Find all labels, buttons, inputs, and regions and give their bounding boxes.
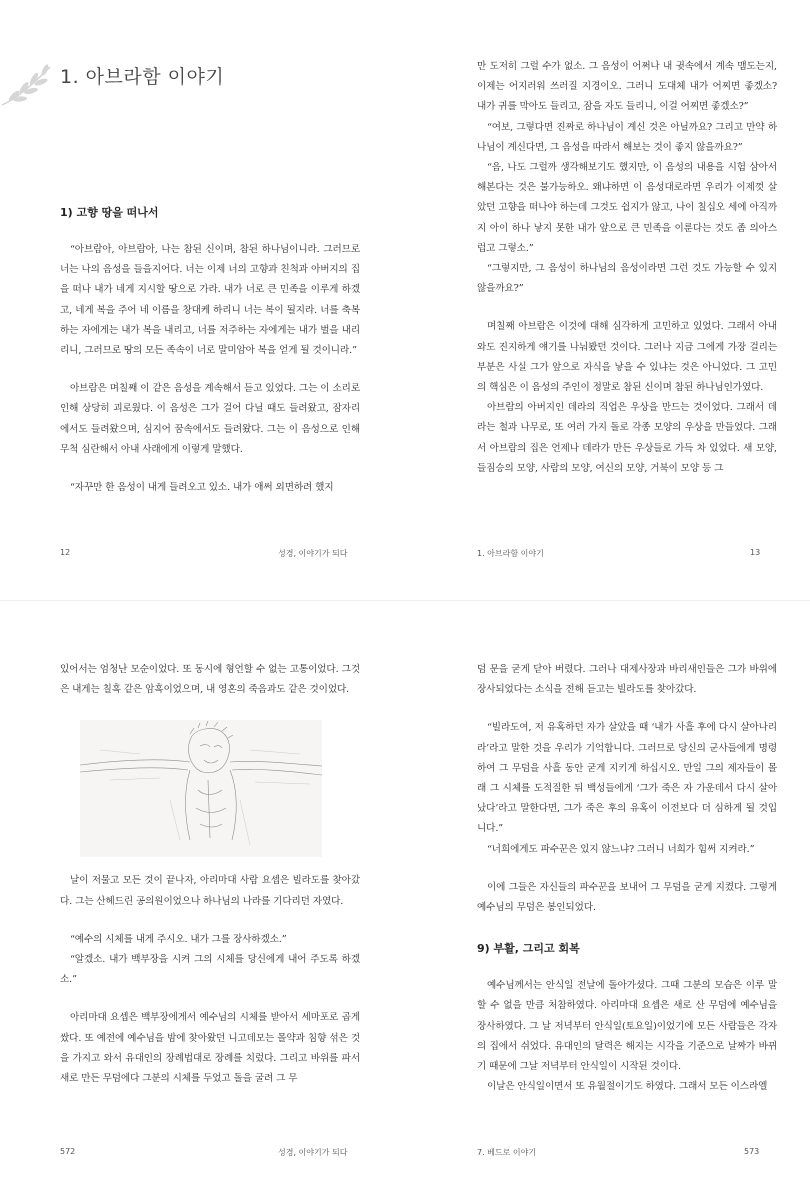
section-title: 9) 부활, 그리고 회복 xyxy=(477,942,580,956)
page-12-body xyxy=(60,204,360,498)
paragraph: “예수의 시체를 내게 주시오. 내가 그를 장사하겠소.” xyxy=(70,933,287,945)
paragraph: 이날은 안식일이면서 또 유월절이기도 하였다. 그래서 모든 이스라엘 xyxy=(487,1081,768,1093)
page-number: 572 xyxy=(60,1147,76,1156)
paragraph: “너희에게도 파수꾼은 있지 않느냐? 그러니 너희가 힘써 지켜라.” xyxy=(487,843,755,855)
page-573-body xyxy=(477,660,777,1097)
paragraph: 날이 저물고 모든 것이 끝나자, 아리마대 사람 요셉은 빌라도를 찾아갔다. 그는 산헤드린 공의원이었으나 하나님의 나라를 기다리던 자였다. xyxy=(60,875,360,907)
running-head: 7. 베드로 이야기 xyxy=(477,1148,537,1157)
paragraph: “아브람아, 아브람아, 나는 참된 신이며, 참된 하나님이니라. 그러므로 너는 나의 음성을 들을지어다. 너는 이제 너의 고향과 친척과 아버지의 집을 떠나 내가 네게 지시할 땅으로 가라. 내가 너로 큰 민족을 이루게 하겠고, 네게 복을 주어 네 이름을 창대케 하리니 너는 복이 될지라. 너를 축복하는 자에게는 내가 복을 내리고, 너를 저주하는 자에게는 내가 벌을 내리리니, 그러므로 땅의 모든 족속이 너로 말미암아 복을 얻게 될 것이니라.” xyxy=(60,244,360,357)
paragraph: “그렇지만, 그 음성이 하나님의 음성이라면 그런 것도 가능할 수 있지 않을까요?” xyxy=(477,263,777,295)
crucifixion-sketch-icon xyxy=(80,720,322,857)
running-head: 성경, 이야기가 되다 xyxy=(278,1148,348,1157)
page-number: 12 xyxy=(60,548,71,557)
section-title: 1) 고향 땅을 떠나서 xyxy=(60,206,159,219)
paragraph: 덤 문을 굳게 닫아 버렸다. 그러나 대제사장과 바리새인들은 그가 바위에 장사되었다는 소식을 전해 듣고는 빌라도를 찾아갔다. xyxy=(477,664,777,696)
paragraph: “자꾸만 한 음성이 내게 들려오고 있소. 내가 애써 외면하려 했지 xyxy=(70,482,334,494)
paragraph: 예수님께서는 안식일 전날에 돌아가셨다. 그때 그분의 모습은 이루 말할 수 없을 만큼 처참하였다. 아리마대 요셉은 새로 산 무덤에 예수님을 장사하였다. 그 날 저녁부터 안식일(토요일)이었기에 모든 사람들은 각자의 집에서 쉬었다. 유대인의 달력은 해지는 시각을 기준으로 날짜가 바뀌기 때문에 그날 저녁부터 안식일이 시작된 것이다. xyxy=(477,980,777,1073)
paragraph: 며칠째 아브람은 이것에 대해 심각하게 고민하고 있었다. 그래서 아내와도 진지하게 얘기를 나눠봤던 것이다. 그러나 지금 그에게 가장 걸리는 부분은 사실 그가 앞으로 자식을 낳을 수 있냐는 것은 아니었다. 그 고민의 핵심은 이 음성의 주인이 정말로 참된 신이며 참된 하나님인가였다. xyxy=(477,321,777,394)
page-13-body xyxy=(477,57,777,479)
chapter-title: 1. 아브라함 이야기 xyxy=(60,66,225,88)
paragraph: 이에 그들은 자신들의 파수꾼을 보내어 그 무덤을 굳게 지켰다. 그렇게 예수님의 무덤은 봉인되었다. xyxy=(477,881,777,914)
page-number: 13 xyxy=(750,548,761,557)
spread-divider xyxy=(0,600,810,601)
paragraph: “음, 나도 그럴까 생각해보기도 했지만, 이 음성의 내용을 시험 삼아서 해본다는 것은 불가능하오. 왜냐하면 이 음성대로라면 우리가 이제껏 살았던 고향을 떠나야 하는데 그것도 쉽지가 않고, 나이 칠십오 세에 아직까지 아이 하나 낳지 못한 내가 앞으로 큰 민족을 이룬다는 것도 좀 의아스럽고 그렇소.” xyxy=(477,162,777,254)
paragraph: 있어서는 엄청난 모순이었다. 또 동시에 형언할 수 없는 고통이었다. 그것은 내게는 칠흑 같은 암흑이었으며, 내 영혼의 죽음과도 같은 것이었다. xyxy=(60,664,360,696)
running-head: 성경, 이야기가 되다 xyxy=(278,549,348,558)
paragraph: 아리마대 요셉은 백부장에게서 예수님의 시체를 받아서 세마포로 곱게 쌌다. 또 예전에 예수님을 밤에 찾아왔던 니고데모는 몰약과 침향 섞은 것을 가지고 와서 유대인의 장례법대로 장례를 치렀다. 그리고 바위를 파서 새로 만든 무덤에다 그분의 시체를 두었고 돌을 굴려 그 무 xyxy=(60,1012,360,1085)
paragraph: “알겠소. 내가 백부장을 시켜 그의 시체를 당신에게 내어 주도록 하겠소.” xyxy=(60,954,360,986)
page-number: 573 xyxy=(744,1147,760,1156)
laurel-branch-icon xyxy=(0,55,58,110)
page-572-body xyxy=(60,660,360,1089)
paragraph: “빌라도여, 저 유혹하던 자가 살았을 때 ‘내가 사흘 후에 다시 살아나리라’라고 말한 것을 우리가 기억합니다. 그러므로 당신의 군사들에게 명령하여 그 무덤을 사흘 동안 굳게 지키게 하십시오. 만일 그의 제자들이 몰래 그 시체를 도적질한 뒤 백성들에게 ‘그가 죽은 자 가운데서 다시 살아났다’라고 말한다면, 그가 죽은 후의 유혹이 이전보다 더 심하게 될 것입니다.” xyxy=(477,722,777,835)
paragraph: 아브람의 아버지인 데라의 직업은 우상을 만드는 것이었다. 그래서 데라는 철과 나무로, 또 여러 가지 돌로 각종 모양의 우상을 만들었다. 그래서 아브람의 집은 언제나 데라가 만든 우상들로 가득 차 있었다. 새 모양, 들짐승의 모양, 사람의 모양, 여신의 모양, 거북이 모양 등 그 xyxy=(477,402,777,474)
paragraph: “여보, 그렇다면 진짜로 하나님이 계신 것은 아닐까요? 그리고 만약 하나님이 계신다면, 그 음성을 따라서 해보는 것이 좋지 않을까요?” xyxy=(477,121,777,153)
illustration xyxy=(80,720,322,857)
running-head: 1. 아브라함 이야기 xyxy=(477,549,544,558)
paragraph: 아브람은 며칠째 이 같은 음성을 계속해서 듣고 있었다. 그는 이 소리로 인해 상당히 괴로웠다. 이 음성은 그가 걸어 다닐 때도 들려왔고, 잠자리에서도 들려왔으며, 심지어 꿈속에서도 들려왔다. 그는 이 음성으로 인해 무척 심란해서 아내 사래에게 이렇게 말했다. xyxy=(60,383,360,455)
paragraph: 만 도저히 그럴 수가 없소. 그 음성이 어쩌나 내 귓속에서 계속 맴도는지, 이제는 어지러워 쓰러질 지경이오. 그러니 도대체 내가 어찌면 좋겠소? 내가 귀를 막아도 들리고, 잠을 자도 들리니, 이걸 어찌면 좋겠소?” xyxy=(477,61,777,113)
